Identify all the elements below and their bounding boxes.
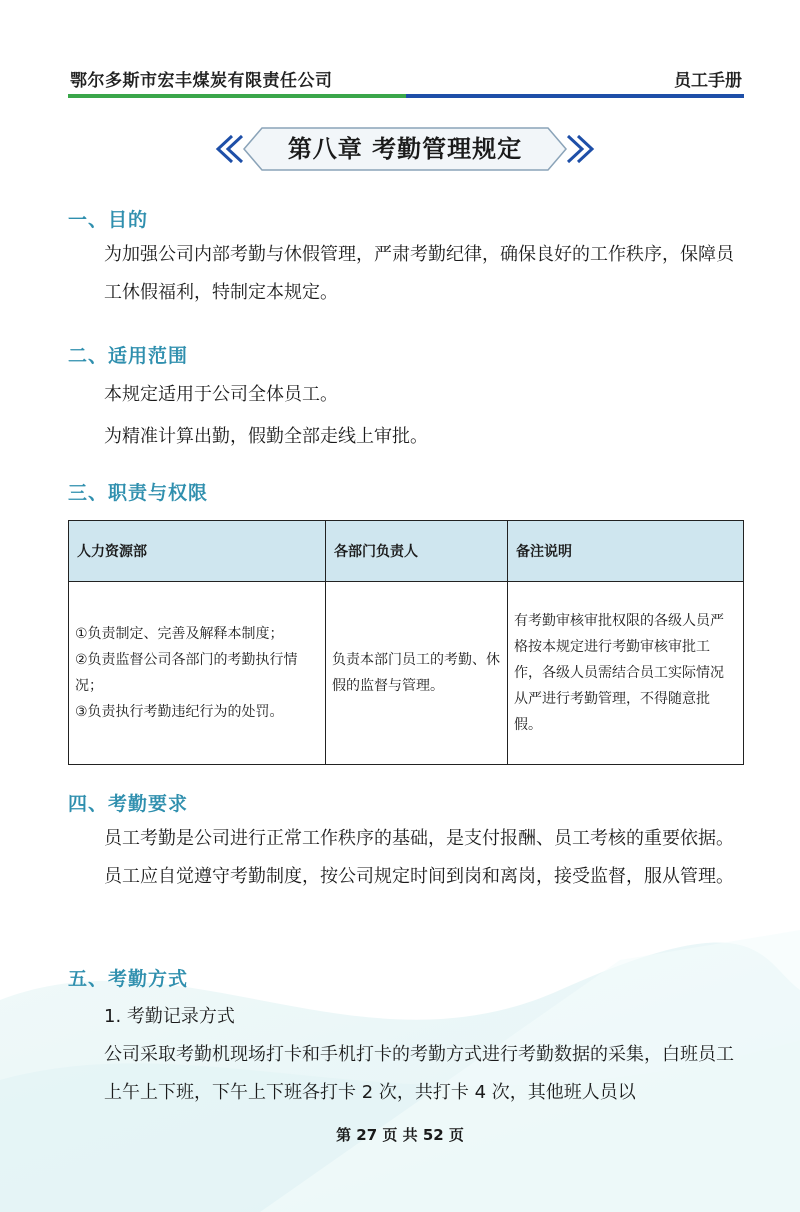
hr-duty-3: ③负责执行考勤违纪行为的处罚。	[75, 704, 284, 720]
table-header-hr: 人力资源部	[69, 521, 326, 582]
hr-duty-2: ②负责监督公司各部门的考勤执行情况；	[75, 652, 298, 694]
table-header-dept-heads: 各部门负责人	[326, 521, 508, 582]
section-body-methods	[68, 1036, 744, 1112]
header-manual-title: 员工手册	[674, 71, 742, 91]
section-heading-methods: 五、考勤方式	[68, 968, 189, 990]
methods-text: 公司采取考勤机现场打卡和手机打卡的考勤方式进行考勤数据的采集，白班员工上午上下班，下午上下班各打卡 2 次，共打卡 4 次，其他班人员以	[104, 1044, 734, 1103]
remarks-text: 有考勤审核审批权限的各级人员严格按本规定进行考勤审核审批工作，各级人员需结合员工实际情况从严进行考勤管理，不得随意批假。	[514, 613, 724, 733]
dept-duty: 负责本部门员工的考勤、休假的监督与管理。	[332, 652, 500, 694]
section-heading-duties: 三、职责与权限	[68, 482, 209, 504]
purpose-text: 为加强公司内部考勤与休假管理，严肃考勤纪律，确保良好的工作秩序，保障员工休假福利，特制定本规定。	[104, 244, 734, 303]
header-divider	[68, 94, 744, 98]
table-header-row	[69, 521, 744, 582]
section-heading-scope: 二、适用范围	[68, 345, 189, 367]
table-header-remarks: 备注说明	[508, 521, 744, 582]
hr-duty-1: ①负责制定、完善及解释本制度；	[75, 626, 284, 642]
section-heading-requirements: 四、考勤要求	[68, 793, 189, 815]
scope-line-2: 为精准计算出勤，假勤全部走线上审批。	[104, 426, 428, 447]
table-cell-remarks	[508, 582, 744, 765]
table-cell-hr	[69, 582, 326, 765]
header-divider-green	[68, 94, 406, 98]
section-body-requirements	[68, 820, 744, 896]
requirements-text: 员工考勤是公司进行正常工作秩序的基础，是支付报酬、员工考核的重要依据。员工应自觉遵守考勤制度，按公司规定时间到岗和离岗，接受监督，服从管理。	[104, 828, 734, 887]
table-row	[69, 582, 744, 765]
chapter-banner	[210, 124, 600, 174]
methods-subheading: 1. 考勤记录方式	[104, 1006, 235, 1027]
scope-line-1: 本规定适用于公司全体员工。	[104, 384, 338, 405]
header-company: 鄂尔多斯市宏丰煤炭有限责任公司	[70, 71, 333, 91]
section-body-purpose	[68, 236, 744, 312]
table-cell-dept-heads	[326, 582, 508, 765]
section-heading-purpose: 一、目的	[68, 209, 149, 231]
header-divider-blue	[406, 94, 744, 98]
chapter-title: 第八章 考勤管理规定	[287, 135, 523, 163]
duties-table	[68, 520, 744, 765]
page-number: 第 27 页 共 52 页	[336, 1126, 464, 1144]
